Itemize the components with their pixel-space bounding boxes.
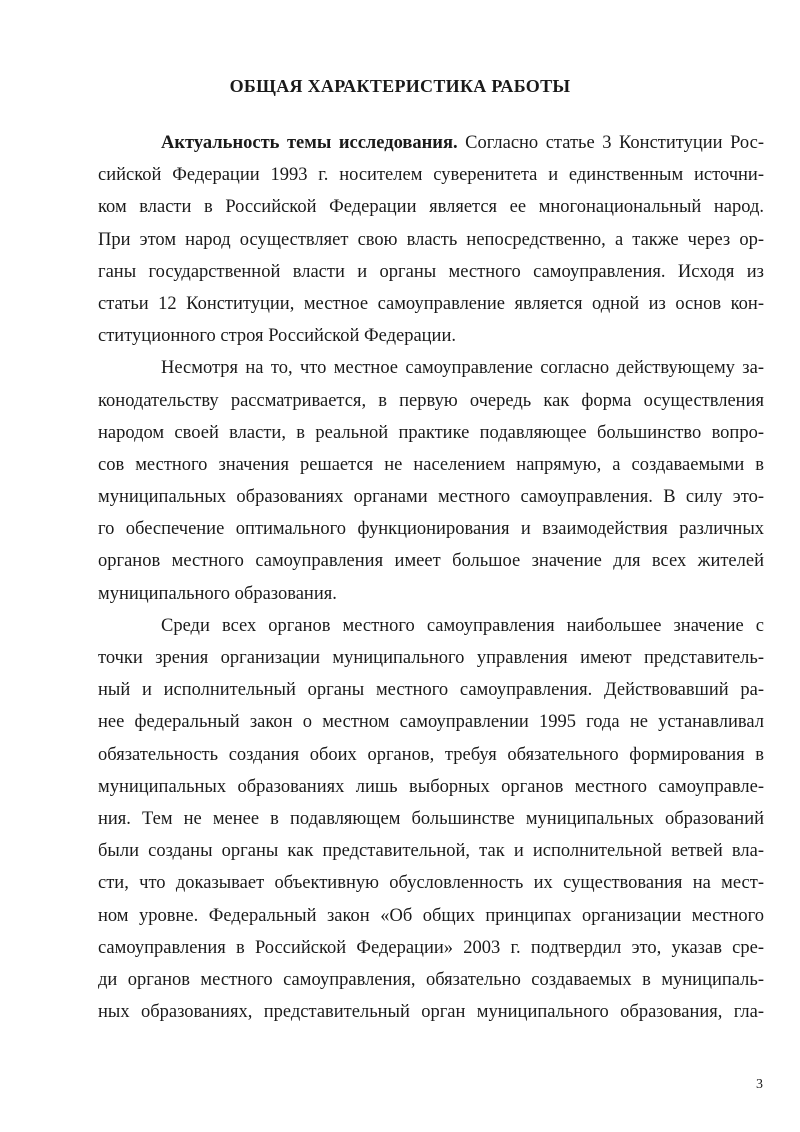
paragraph-3-line-10: ном уровне. Федеральный закон «Об общих принципах организации местного [98, 905, 764, 926]
page-title: ОБЩАЯ ХАРАКТЕРИСТИКА РАБОТЫ [229, 76, 571, 96]
paragraph-2-line-6: го обеспечение оптимального функционирования и взаимодействия различных [98, 519, 764, 540]
paragraph-3-line-6: муниципальных образованиях лишь выборных органов местного самоуправле- [98, 776, 764, 797]
paragraph-3-line-1: Среди всех органов местного самоуправления наибольшее значение с [161, 615, 764, 636]
paragraph-3-line-3: ный и исполнительный органы местного самоуправления. Действовавший ра- [98, 680, 764, 701]
paragraph-3-line-5: обязательность создания обоих органов, требуя обязательного формирования в [98, 744, 764, 765]
paragraph-3-line-4: нее федеральный закон о местном самоуправлении 1995 года не устанавливал [98, 712, 764, 733]
paragraph-2-line-8: муниципального образования. [98, 583, 337, 604]
paragraph-3-line-12: ди органов местного самоуправления, обязательно создаваемых в муниципаль- [98, 969, 764, 990]
paragraph-1-line-2: сийской Федерации 1993 г. носителем суверенитета и единственным источни- [98, 165, 764, 186]
paragraph-3-line-9: сти, что доказывает объективную обусловленность их существования на мест- [98, 873, 764, 894]
paragraph-2-line-7: органов местного самоуправления имеет большое значение для всех жителей [98, 551, 764, 572]
paragraph-3-line-2: точки зрения организации муниципального управления имеют представитель- [98, 648, 764, 668]
page-number: 3 [756, 1077, 763, 1092]
paragraph-1-line-5: ганы государственной власти и органы местного самоуправления. Исходя из [98, 261, 764, 282]
paragraph-1-line-6: статьи 12 Конституции, местное самоуправление является одной из основ кон- [98, 293, 764, 314]
paragraph-3-line-11: самоуправления в Российской Федерации» 2003 г. подтвердил это, указав сре- [98, 937, 764, 958]
paragraph-2-line-2: конодательству рассматривается, в первую очередь как форма осуществления [98, 390, 764, 411]
paragraph-1-line-4: При этом народ осуществляет свою власть непосредственно, а также через ор- [98, 229, 764, 250]
paragraph-1-line-7: ституционного строя Российской Федерации. [98, 326, 456, 347]
paragraph-3-line-8: были созданы органы как представительной, так и исполнительной ветвей вла- [98, 841, 764, 862]
paragraph-2-line-3: народом своей власти, в реальной практике подавляющее большинство вопро- [98, 422, 764, 443]
paragraph-3-line-7: ния. Тем не менее в подавляющем большинстве муниципальных образований [98, 808, 764, 829]
paragraph-2-line-1: Несмотря на то, что местное самоуправление согласно действующему за- [161, 358, 764, 379]
paragraph-1-line-3: ком власти в Российской Федерации является ее многонациональный народ. [98, 197, 764, 218]
paragraph-1-line-1 [98, 127, 764, 159]
paragraph-2-line-4: сов местного значения решается не населением напрямую, а создаваемыми в [98, 454, 764, 475]
paragraph-2-line-5: муниципальных образованиях органами местного самоуправления. В силу это- [98, 487, 764, 508]
paragraph-3-line-13: ных образованиях, представительный орган муниципального образования, гла- [98, 1002, 764, 1023]
lead-phrase: Актуальность темы исследования. [161, 133, 458, 153]
body-text [98, 127, 764, 1028]
paragraph-1-line-1-text: Согласно статье 3 Конституции Рос- [457, 133, 764, 153]
